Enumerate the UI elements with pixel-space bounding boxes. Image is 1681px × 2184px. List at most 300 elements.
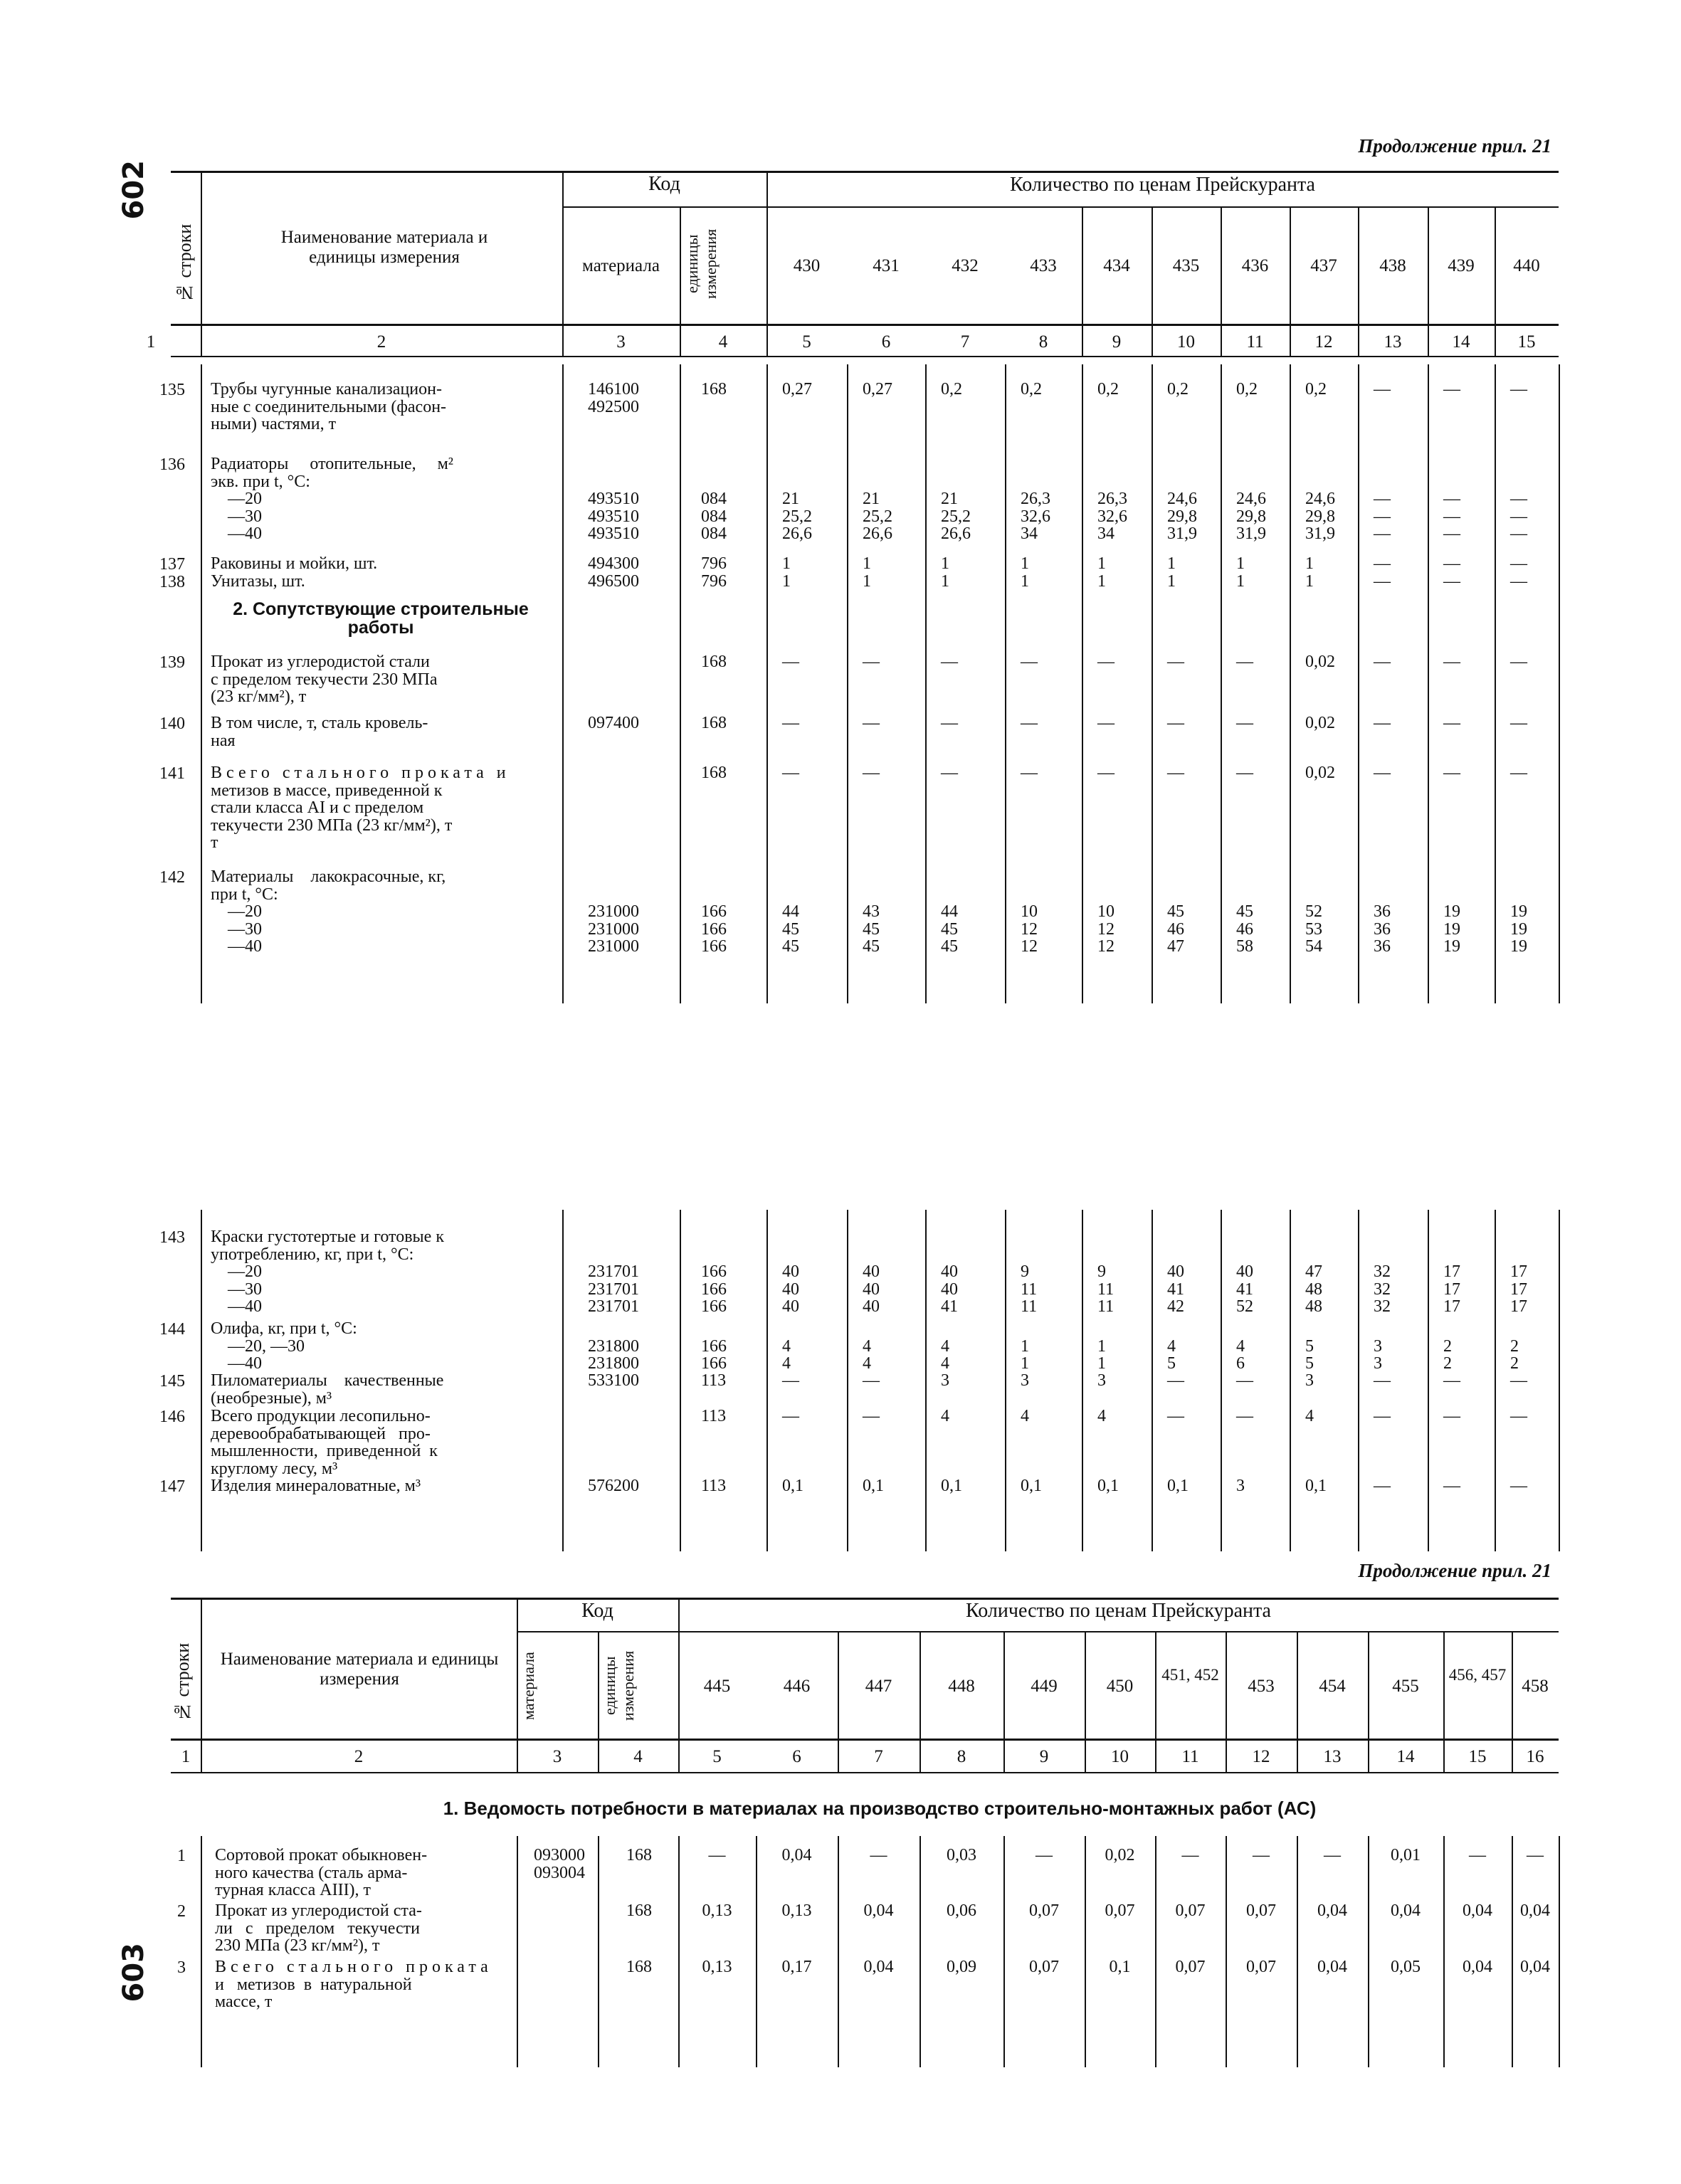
- quantity-value: 36: [1374, 919, 1391, 939]
- quantity-value: —: [1510, 490, 1527, 508]
- material-name-line: Радиаторы отопительные, м²: [211, 455, 453, 473]
- material-code: 093004: [534, 1863, 585, 1882]
- column-header-code-unit: единицы измерения: [683, 228, 720, 300]
- quantity-value: —: [941, 764, 958, 782]
- quantity-value: 0,05: [1391, 1958, 1421, 1976]
- material-name-line: ные с соединительными (фасон-: [211, 397, 447, 416]
- quantity-value: 43: [863, 902, 880, 921]
- quantity-value: 1: [1236, 554, 1245, 573]
- quantity-value: 11: [1097, 1280, 1114, 1299]
- quantity-value: 1: [1021, 554, 1029, 573]
- unit-code: 168: [701, 764, 727, 782]
- material-code: 576200: [588, 1477, 639, 1495]
- column-number: 1: [146, 332, 156, 352]
- quantity-value: 26,6: [782, 524, 812, 543]
- quantity-value: 0,04: [1317, 1958, 1347, 1976]
- quantity-value: 26,3: [1021, 490, 1050, 508]
- quantity-value: 0,04: [863, 1958, 894, 1976]
- quantity-value: 0,1: [1167, 1477, 1189, 1495]
- column-header-code: Код: [648, 173, 680, 195]
- quantity-value: 24,6: [1167, 490, 1197, 508]
- quantity-value: —: [1167, 764, 1184, 782]
- column-header-price-437: 437: [1310, 256, 1337, 275]
- quantity-value: —: [1443, 554, 1460, 573]
- material-code: 493510: [588, 524, 639, 543]
- quantity-value: 31,9: [1305, 524, 1335, 543]
- row-number: 142: [159, 868, 185, 887]
- rule-vertical: [1495, 1210, 1496, 1551]
- quantity-value: 0,13: [702, 1901, 732, 1920]
- column-number: 4: [718, 332, 728, 352]
- quantity-value: —: [1167, 1407, 1184, 1425]
- quantity-value: —: [1443, 1371, 1460, 1390]
- quantity-value: 0,03: [947, 1846, 976, 1864]
- quantity-value: 0,07: [1105, 1901, 1135, 1920]
- quantity-value: 25,2: [863, 507, 892, 526]
- rule-horizontal: [678, 1631, 1559, 1632]
- quantity-value: 21: [782, 490, 799, 508]
- column-header-price-436: 436: [1241, 256, 1269, 275]
- quantity-value: —: [782, 764, 799, 782]
- quantity-value: —: [863, 1371, 880, 1390]
- quantity-value: 2: [1510, 1336, 1519, 1356]
- material-name-line: В том числе, т, сталь кровель-: [211, 714, 428, 732]
- quantity-value: 0,2: [1021, 380, 1042, 399]
- quantity-value: 0,2: [1097, 380, 1119, 399]
- quantity-value: —: [1469, 1846, 1486, 1864]
- quantity-value: —: [1374, 572, 1391, 591]
- material-code: 097400: [588, 714, 639, 732]
- material-code: 496500: [588, 572, 639, 591]
- material-name: [211, 653, 552, 706]
- column-number: 6: [792, 1747, 801, 1766]
- material-name: [211, 1228, 552, 1316]
- quantity-value: —: [1097, 714, 1114, 732]
- unit-code: 166: [701, 1354, 727, 1373]
- column-number: 9: [1112, 332, 1122, 352]
- row-number: 143: [159, 1228, 185, 1247]
- rule-vertical: [1082, 364, 1083, 1003]
- quantity-value: —: [1443, 1407, 1460, 1425]
- column-number: 8: [957, 1747, 966, 1766]
- quantity-value: —: [782, 1371, 799, 1390]
- unit-code: 084: [701, 524, 727, 543]
- quantity-value: 3: [1097, 1371, 1106, 1390]
- quantity-value: —: [1443, 714, 1460, 732]
- material-name-line: текучести 230 МПа (23 кг/мм²), т: [211, 816, 453, 835]
- quantity-value: 17: [1510, 1280, 1527, 1299]
- column-number: 10: [1111, 1747, 1129, 1766]
- quantity-value: 11: [1097, 1297, 1114, 1316]
- quantity-value: 4: [1097, 1407, 1106, 1425]
- material-name-line: (23 кг/мм²), т: [211, 687, 307, 706]
- column-number: 7: [960, 332, 970, 352]
- quantity-value: 1: [1167, 554, 1176, 573]
- material-name-line: массе, т: [215, 1993, 273, 2011]
- material-name-line: 230 МПа (23 кг/мм²), т: [215, 1936, 380, 1955]
- quantity-value: 40: [863, 1262, 880, 1281]
- quantity-value: 1: [782, 554, 791, 573]
- row-number: 135: [159, 381, 185, 399]
- quantity-value: —: [1510, 524, 1527, 543]
- quantity-value: 4: [941, 1354, 949, 1373]
- material-code: 231800: [588, 1354, 639, 1373]
- quantity-value: 40: [782, 1297, 799, 1316]
- rule-vertical: [766, 1210, 768, 1551]
- material-code: 493510: [588, 490, 639, 508]
- quantity-value: —: [1510, 554, 1527, 573]
- rule-vertical: [847, 1210, 848, 1551]
- column-number: 6: [881, 332, 891, 352]
- quantity-value: 0,04: [1391, 1901, 1421, 1920]
- column-header-price-449: 449: [1031, 1677, 1058, 1696]
- material-code: 231000: [588, 919, 639, 939]
- quantity-value: 4: [1021, 1407, 1029, 1425]
- rule-vertical: [1221, 1210, 1222, 1551]
- unit-code: 166: [701, 919, 727, 939]
- column-header-code-material: материала: [582, 256, 660, 275]
- material-name: [211, 1372, 552, 1407]
- column-header-price-456-457: 456, 457: [1448, 1666, 1507, 1684]
- column-header-quantity: Количество по ценам Прейскуранта: [1010, 174, 1315, 196]
- quantity-value: 2: [1510, 1354, 1519, 1373]
- quantity-value: 0,06: [947, 1901, 976, 1920]
- quantity-value: 3: [941, 1371, 949, 1390]
- material-name-line: Пиломатериалы качественные: [211, 1371, 444, 1390]
- quantity-value: 19: [1510, 919, 1527, 939]
- unit-code: 168: [701, 380, 727, 399]
- rule-vertical: [1082, 1210, 1083, 1551]
- rule-vertical: [517, 1836, 518, 2067]
- quantity-value: —: [1236, 653, 1253, 671]
- material-name-line: Всего продукции лесопильно-: [211, 1407, 431, 1425]
- quantity-value: 0,07: [1029, 1958, 1059, 1976]
- column-header-price-440: 440: [1513, 256, 1540, 275]
- material-name-line: Олифа, кг, при t, °С:: [211, 1319, 357, 1338]
- quantity-value: —: [1097, 653, 1114, 671]
- rule-vertical: [1428, 1210, 1429, 1551]
- material-name-line: и метизов в натуральной: [215, 1975, 412, 1994]
- rule-vertical: [1221, 364, 1222, 1003]
- page-number-top: 602: [117, 160, 150, 220]
- quantity-value: 40: [1236, 1262, 1253, 1281]
- quantity-value: 29,8: [1167, 507, 1197, 526]
- unit-code: 166: [701, 1262, 727, 1281]
- column-header-price-439: 439: [1448, 256, 1475, 275]
- material-name: [211, 1320, 552, 1373]
- rule-vertical: [1152, 364, 1153, 1003]
- quantity-value: 1: [782, 572, 791, 591]
- material-code: 533100: [588, 1371, 639, 1390]
- quantity-value: 1: [863, 572, 871, 591]
- quantity-value: 45: [863, 919, 880, 939]
- quantity-value: 17: [1443, 1297, 1460, 1316]
- material-name: [211, 573, 552, 591]
- row-number: 2: [177, 1902, 186, 1921]
- quantity-value: 32: [1374, 1280, 1391, 1299]
- quantity-value: 1: [1021, 1336, 1029, 1356]
- material-name-line: Краски густотертые и готовые к: [211, 1228, 444, 1246]
- quantity-value: —: [1374, 1407, 1391, 1425]
- rule-horizontal: [766, 206, 1559, 208]
- quantity-value: 6: [1236, 1354, 1245, 1373]
- quantity-value: 0,1: [1021, 1477, 1042, 1495]
- quantity-value: —: [1036, 1846, 1053, 1864]
- quantity-value: 1: [1097, 1336, 1106, 1356]
- quantity-value: 0,1: [863, 1477, 884, 1495]
- quantity-value: —: [782, 1407, 799, 1425]
- quantity-value: 0,04: [1463, 1958, 1492, 1976]
- quantity-value: 0,04: [781, 1846, 812, 1864]
- rule-horizontal: [171, 1772, 1559, 1773]
- material-name-line: —20: [211, 902, 262, 921]
- material-code: 146100: [588, 380, 639, 399]
- material-name-line: Прокат из углеродистой ста-: [215, 1901, 422, 1920]
- quantity-value: 3: [1374, 1336, 1382, 1356]
- rule-vertical: [1003, 1836, 1005, 2067]
- column-number: 3: [552, 1747, 562, 1766]
- column-number: 5: [712, 1747, 722, 1766]
- unit-code: 084: [701, 490, 727, 508]
- rule-vertical: [925, 364, 927, 1003]
- quantity-value: 0,1: [941, 1477, 962, 1495]
- quantity-value: 32: [1374, 1262, 1391, 1281]
- quantity-value: 9: [1097, 1262, 1106, 1281]
- column-header-price-450: 450: [1106, 1677, 1134, 1696]
- rule-vertical: [680, 1210, 681, 1551]
- quantity-value: 0,02: [1305, 714, 1335, 732]
- quantity-value: 4: [941, 1336, 949, 1356]
- rule-horizontal: [171, 1598, 1559, 1600]
- quantity-value: 45: [1236, 902, 1253, 921]
- quantity-value: 47: [1167, 937, 1184, 956]
- quantity-value: 0,04: [1317, 1901, 1347, 1920]
- quantity-value: —: [941, 714, 958, 732]
- quantity-value: 29,8: [1236, 507, 1266, 526]
- quantity-value: —: [1374, 554, 1391, 573]
- quantity-value: 44: [941, 902, 958, 921]
- quantity-value: 40: [941, 1280, 958, 1299]
- material-name-line: Трубы чугунные канализацион-: [211, 380, 442, 399]
- quantity-value: 0,1: [1305, 1477, 1327, 1495]
- quantity-value: 31,9: [1167, 524, 1197, 543]
- quantity-value: 52: [1236, 1297, 1253, 1316]
- quantity-value: —: [1021, 653, 1038, 671]
- quantity-value: —: [1374, 1477, 1391, 1495]
- rule-vertical: [1512, 1836, 1513, 2067]
- quantity-value: 34: [1021, 524, 1038, 543]
- quantity-value: 0,01: [1391, 1846, 1421, 1864]
- quantity-value: 4: [863, 1354, 871, 1373]
- quantity-value: —: [1167, 653, 1184, 671]
- quantity-value: —: [1374, 764, 1391, 782]
- quantity-value: 19: [1510, 937, 1527, 956]
- quantity-value: 12: [1097, 937, 1114, 956]
- quantity-value: —: [782, 714, 799, 732]
- quantity-value: 0,1: [1109, 1958, 1131, 1976]
- quantity-value: —: [1374, 507, 1391, 526]
- quantity-value: —: [1021, 764, 1038, 782]
- column-number: 9: [1039, 1747, 1049, 1766]
- quantity-value: —: [1443, 764, 1460, 782]
- quantity-value: 45: [941, 919, 958, 939]
- section-title-line: работы: [347, 618, 414, 638]
- rule-vertical: [1495, 364, 1496, 1003]
- quantity-value: 0,2: [1167, 380, 1189, 399]
- quantity-value: —: [941, 653, 958, 671]
- rule-vertical: [201, 1836, 202, 2067]
- material-name-line: —40: [211, 1297, 262, 1316]
- quantity-value: 0,17: [781, 1958, 812, 1976]
- material-name-line: Раковины и мойки, шт.: [211, 554, 378, 573]
- rule-vertical: [1428, 364, 1429, 1003]
- quantity-value: 45: [863, 937, 880, 956]
- quantity-value: —: [1097, 764, 1114, 782]
- quantity-value: 0,07: [1246, 1958, 1276, 1976]
- quantity-value: 45: [941, 937, 958, 956]
- continuation-label-top: Продолжение прил. 21: [1358, 135, 1551, 157]
- quantity-value: 24,6: [1236, 490, 1266, 508]
- rule-vertical: [847, 364, 848, 1003]
- quantity-value: 1: [1167, 572, 1176, 591]
- quantity-value: 1: [941, 572, 949, 591]
- material-name-line: —40: [211, 524, 262, 543]
- quantity-value: 2: [1443, 1336, 1452, 1356]
- quantity-value: 40: [1167, 1262, 1184, 1281]
- quantity-value: 19: [1443, 919, 1460, 939]
- material-code: 231701: [588, 1280, 639, 1299]
- rule-vertical: [766, 364, 768, 1003]
- material-name: [215, 1847, 512, 1899]
- quantity-value: 1: [941, 554, 949, 573]
- unit-code: 168: [626, 1901, 652, 1920]
- quantity-value: 5: [1167, 1354, 1176, 1373]
- quantity-value: 54: [1305, 937, 1322, 956]
- unit-code: 168: [626, 1958, 652, 1976]
- quantity-value: 17: [1510, 1297, 1527, 1316]
- quantity-value: 40: [782, 1262, 799, 1281]
- rule-vertical: [517, 1598, 518, 1772]
- material-name-line: Материалы лакокрасочные, кг,: [211, 867, 446, 886]
- quantity-value: 0,27: [782, 380, 812, 399]
- quantity-value: 36: [1374, 902, 1391, 921]
- quantity-value: 10: [1097, 902, 1114, 921]
- material-name-line: —40: [211, 937, 262, 956]
- quantity-value: 47: [1305, 1262, 1322, 1281]
- quantity-value: 53: [1305, 919, 1322, 939]
- quantity-value: 3: [1021, 1371, 1029, 1390]
- quantity-value: —: [1374, 524, 1391, 543]
- quantity-value: 0,13: [702, 1958, 732, 1976]
- material-name: [211, 555, 552, 573]
- quantity-value: 1: [1097, 554, 1106, 573]
- quantity-value: 32,6: [1097, 507, 1127, 526]
- quantity-value: 12: [1097, 919, 1114, 939]
- rule-vertical: [1005, 364, 1006, 1003]
- column-header-price-432: 432: [952, 256, 979, 275]
- material-name-line: круглому лесу, м³: [211, 1459, 338, 1478]
- quantity-value: —: [1236, 1371, 1253, 1390]
- column-number: 15: [1468, 1747, 1487, 1766]
- material-name-line: —30: [211, 919, 262, 939]
- quantity-value: 0,04: [1520, 1901, 1550, 1920]
- material-name-line: метизов в массе, приведенной к: [211, 781, 443, 800]
- quantity-value: 4: [1236, 1336, 1245, 1356]
- quantity-value: 10: [1021, 902, 1038, 921]
- quantity-value: —: [863, 653, 880, 671]
- quantity-value: —: [1167, 714, 1184, 732]
- quantity-value: 0,02: [1305, 764, 1335, 782]
- quantity-value: 26,6: [863, 524, 892, 543]
- quantity-value: —: [708, 1846, 726, 1864]
- material-name-line: Унитазы, шт.: [211, 572, 305, 591]
- quantity-value: 52: [1305, 902, 1322, 921]
- rule-vertical: [201, 1598, 202, 1772]
- rule-vertical: [1155, 1836, 1156, 2067]
- column-header-price-431: 431: [873, 256, 900, 275]
- quantity-value: 0,02: [1105, 1846, 1135, 1864]
- column-number: 1: [181, 1747, 191, 1766]
- quantity-value: 41: [1167, 1280, 1184, 1299]
- column-header-row-number: № строки: [174, 223, 195, 303]
- column-header-code: Код: [581, 1600, 613, 1622]
- quantity-value: —: [1510, 380, 1527, 399]
- column-number: 7: [874, 1747, 883, 1766]
- quantity-value: 19: [1443, 937, 1460, 956]
- rule-vertical: [1559, 1210, 1560, 1551]
- unit-code: 113: [701, 1477, 727, 1495]
- quantity-value: 3: [1236, 1477, 1245, 1495]
- rule-vertical: [1443, 1836, 1445, 2067]
- material-code: 231000: [588, 902, 639, 921]
- quantity-value: —: [782, 653, 799, 671]
- quantity-value: 25,2: [782, 507, 812, 526]
- material-code: 231800: [588, 1336, 639, 1356]
- row-number: 3: [177, 1958, 186, 1977]
- quantity-value: 0,04: [1520, 1958, 1550, 1976]
- quantity-value: 42: [1167, 1297, 1184, 1316]
- unit-code: 113: [701, 1371, 727, 1390]
- unit-code: 796: [701, 572, 727, 591]
- rule-vertical: [1290, 1210, 1291, 1551]
- rule-vertical: [1559, 1836, 1560, 2067]
- quantity-value: —: [1443, 524, 1460, 543]
- rule-vertical: [1152, 1210, 1153, 1551]
- rule-vertical: [201, 364, 202, 1003]
- material-name-line: Всего стального проката и: [211, 764, 510, 782]
- quantity-value: 11: [1021, 1297, 1038, 1316]
- quantity-value: 1: [1236, 572, 1245, 591]
- quantity-value: 0,13: [781, 1901, 812, 1920]
- row-number: 139: [159, 653, 185, 672]
- column-number: 15: [1517, 332, 1536, 352]
- quantity-value: 21: [941, 490, 958, 508]
- material-name: [215, 1902, 512, 1955]
- column-number: 11: [1181, 1747, 1199, 1766]
- quantity-value: 41: [1236, 1280, 1253, 1299]
- column-number: 8: [1038, 332, 1048, 352]
- material-name: [211, 1477, 552, 1495]
- material-name-line: мышленности, приведенной к: [211, 1442, 438, 1460]
- quantity-value: —: [863, 714, 880, 732]
- quantity-value: 11: [1021, 1280, 1038, 1299]
- rule-vertical: [201, 1210, 202, 1551]
- unit-code: 166: [701, 1280, 727, 1299]
- quantity-value: 19: [1510, 902, 1527, 921]
- continuation-label-bottom: Продолжение прил. 21: [1358, 1560, 1551, 1581]
- page-number-bottom: 603: [117, 1943, 150, 2003]
- rule-horizontal: [562, 206, 766, 208]
